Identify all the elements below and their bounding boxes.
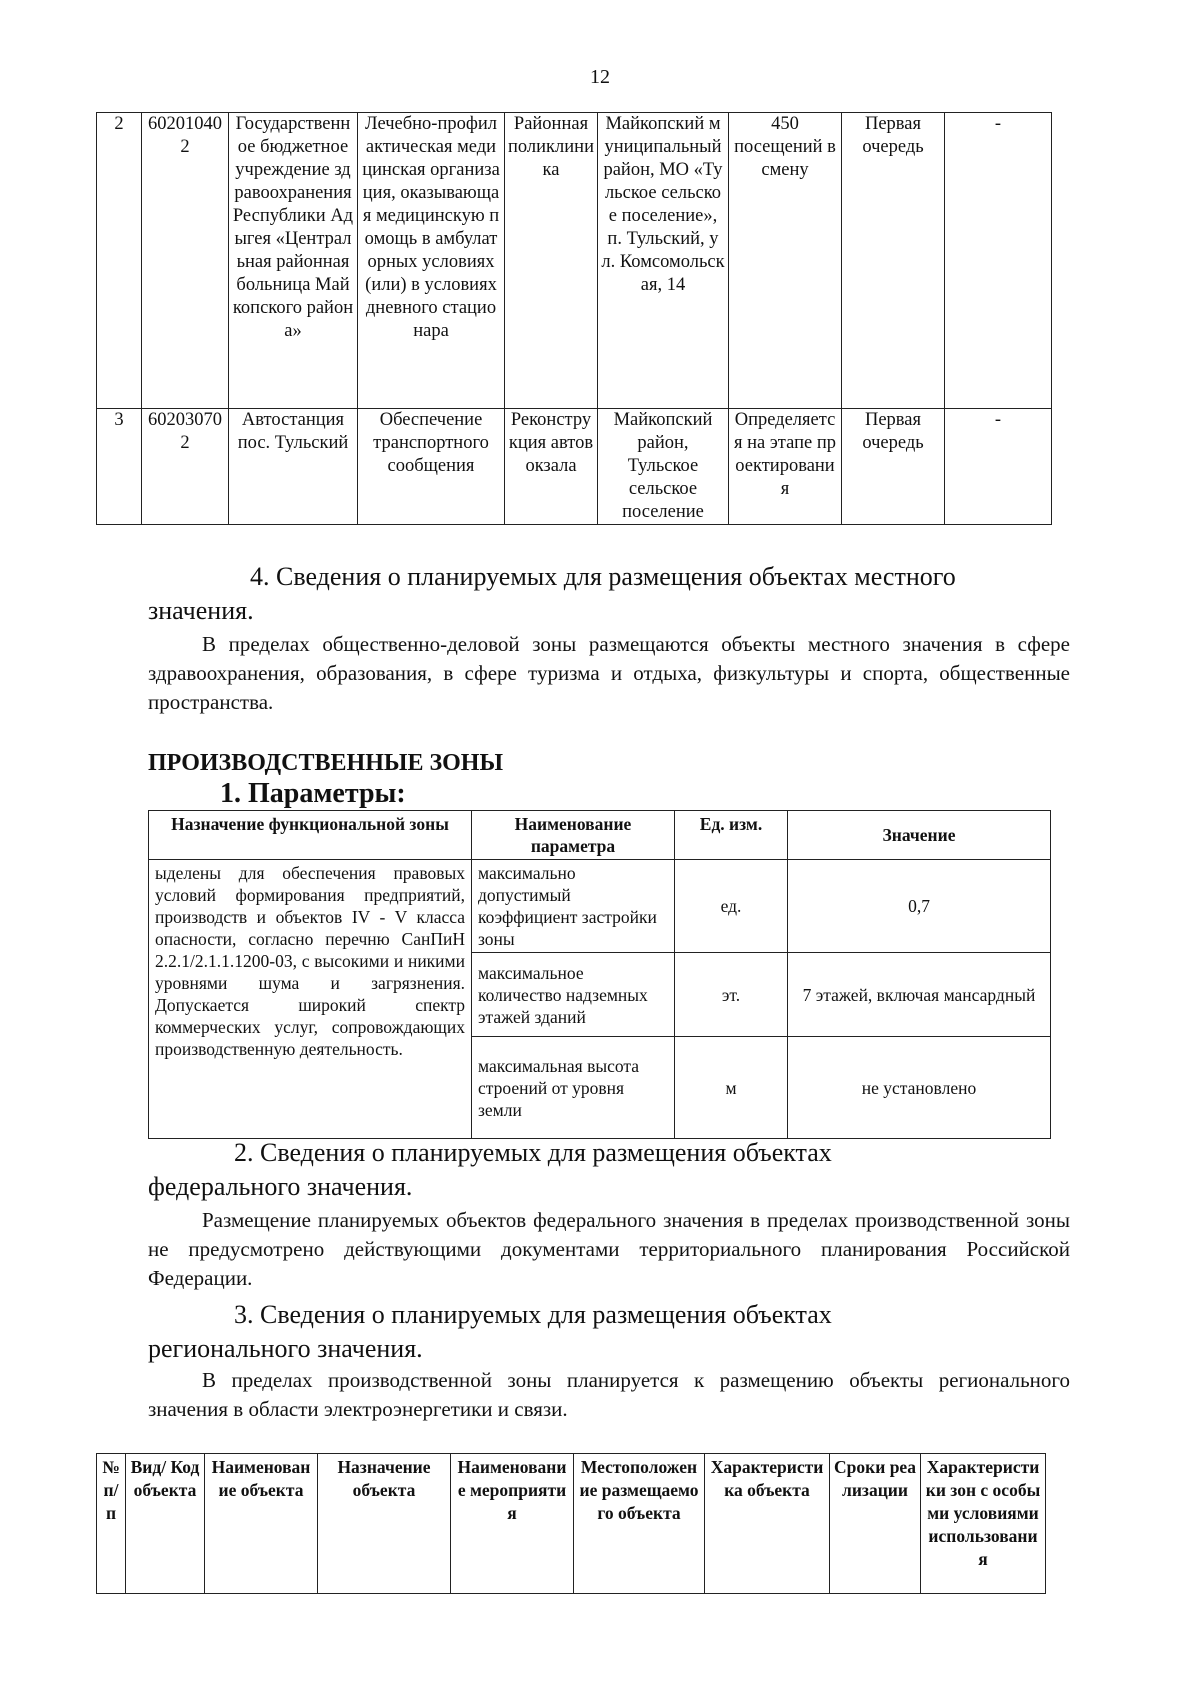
section2-text: Размещение планируемых объектов федерального значения в пределах производственной зоны не предусмотрено действующими документами территориального планирования Российской Федерации. (148, 1208, 1070, 1290)
section4-text: В пределах общественно-деловой зоны размещаются объекты местного значения в сфере здравоохранения, образования, в сфере туризма и отдыха, физкультуры и спорта, общественные пространства. (148, 632, 1070, 714)
header-zone: Назначение функциональной зоны (149, 811, 472, 860)
header-object-purpose: Назначение объекта (318, 1454, 451, 1594)
cell-code (142, 113, 229, 409)
header-event-name: Наименование мероприятия (451, 1454, 574, 1594)
cell-zones: - (945, 409, 1052, 525)
zone-description: ыделены для обеспечения правовых условий формирования предприятий, производств и объектов IV - V класса опасности, согласно перечню СанПиН 2.2.1/2.1.1.1200-03, с высокими и никими уровнями шума и загрязнения. Допускается широкий спектр коммерческих услуг, сопровождающих производственную деятельность. (149, 860, 472, 1139)
characteristic-text: 450 посещений в смену (734, 114, 836, 180)
cell-no: 2 (97, 113, 142, 409)
header-term: Сроки реализации (830, 1454, 921, 1594)
header-object-name: Наименование объекта (205, 1454, 318, 1594)
header-param: Наименование параметра (472, 811, 675, 860)
header-type-code: Вид/ Код объекта (126, 1454, 205, 1594)
characteristic-text: Определяется на этапе проектирования (734, 410, 836, 499)
header-special-zones: Характеристики зон с особыми условиями использования (921, 1454, 1046, 1594)
cell-name (229, 409, 358, 525)
purpose-text: Лечебно-профилактическая медицинская организация, оказывающая медицинскую помощь в амбулаторных условиях (или) в условиях дневного стационара (362, 114, 500, 341)
cell-location (598, 113, 729, 409)
cell-event (505, 409, 598, 525)
param-unit: эт. (675, 953, 788, 1037)
location-text: Майкопский муниципальный район, МО «Тульское сельское поселение», п. Тульский, ул. Комсомольская, 14 (601, 114, 725, 295)
industrial-zones-title: ПРОИЗВОДСТВЕННЫЕ ЗОНЫ (148, 750, 504, 776)
param-name: максимальное количество надземных этажей зданий (472, 953, 675, 1037)
section3-heading-line1: 3. Сведения о планируемых для размещения объектах (234, 1300, 832, 1329)
term-text: Первая очередь (862, 410, 924, 453)
location-text: Майкопский район, Тульское сельское поселение (613, 410, 713, 522)
cell-characteristic (729, 409, 842, 525)
table-row (97, 409, 1052, 525)
cell-event (505, 113, 598, 409)
param-unit: м (675, 1037, 788, 1139)
section4-heading (148, 560, 1078, 628)
section2-heading-line2: федерального значения. (148, 1172, 413, 1201)
name-text: Автостанция пос. Тульский (237, 410, 349, 453)
cell-purpose (358, 113, 505, 409)
table-header-row (149, 811, 1051, 860)
section3-heading (148, 1298, 1078, 1366)
code-text: 602010402 (148, 114, 222, 157)
regional-objects-table (96, 1453, 1046, 1594)
cell-code (142, 409, 229, 525)
page-number: 12 (590, 66, 610, 88)
param-value: 0,7 (788, 860, 1051, 953)
section3-text: В пределах производственной зоны планируется к размещению объекты регионального значения в области электроэнергетики и связи. (148, 1368, 1070, 1421)
header-unit: Ед. изм. (675, 811, 788, 860)
table-row (149, 860, 1051, 953)
cell-name (229, 113, 358, 409)
table-header-row (97, 1454, 1046, 1594)
section4-heading-line2: значения. (148, 596, 254, 625)
params-heading: 1. Параметры: (220, 778, 406, 809)
cell-location (598, 409, 729, 525)
name-text: Государственное бюджетное учреждение здравоохранения Республики Адыгея «Центральная районная больница Майкопского района» (232, 114, 354, 341)
event-text: Районная поликлиника (508, 114, 594, 180)
header-location: Местоположение размещаемого объекта (574, 1454, 705, 1594)
cell-characteristic (729, 113, 842, 409)
cell-term (842, 409, 945, 525)
objects-table (96, 112, 1052, 525)
param-name: максимальная высота строений от уровня земли (472, 1037, 675, 1139)
event-text: Реконструкция автовокзала (508, 410, 594, 476)
header-no: № п/п (97, 1454, 126, 1594)
purpose-text: Обеспечение транспортного сообщения (373, 410, 489, 476)
section3-heading-line2: регионального значения. (148, 1334, 423, 1363)
param-unit: ед. (675, 860, 788, 953)
param-name: максимально допустимый коэффициент застройки зоны (472, 860, 675, 953)
term-text: Первая очередь (862, 114, 924, 157)
table-row (97, 113, 1052, 409)
param-value: не установлено (788, 1037, 1051, 1139)
section4-heading-line1: 4. Сведения о планируемых для размещения объектах местного (250, 562, 956, 591)
header-value: Значение (788, 811, 1051, 860)
cell-term (842, 113, 945, 409)
cell-purpose (358, 409, 505, 525)
header-characteristic: Характеристика объекта (705, 1454, 830, 1594)
section2-heading-line1: 2. Сведения о планируемых для размещения объектах (234, 1138, 832, 1167)
code-text: 602030702 (148, 410, 222, 453)
param-value: 7 этажей, включая мансардный (788, 953, 1051, 1037)
cell-zones: - (945, 113, 1052, 409)
params-table (148, 810, 1051, 1139)
section2-heading (148, 1136, 1078, 1204)
cell-no: 3 (97, 409, 142, 525)
